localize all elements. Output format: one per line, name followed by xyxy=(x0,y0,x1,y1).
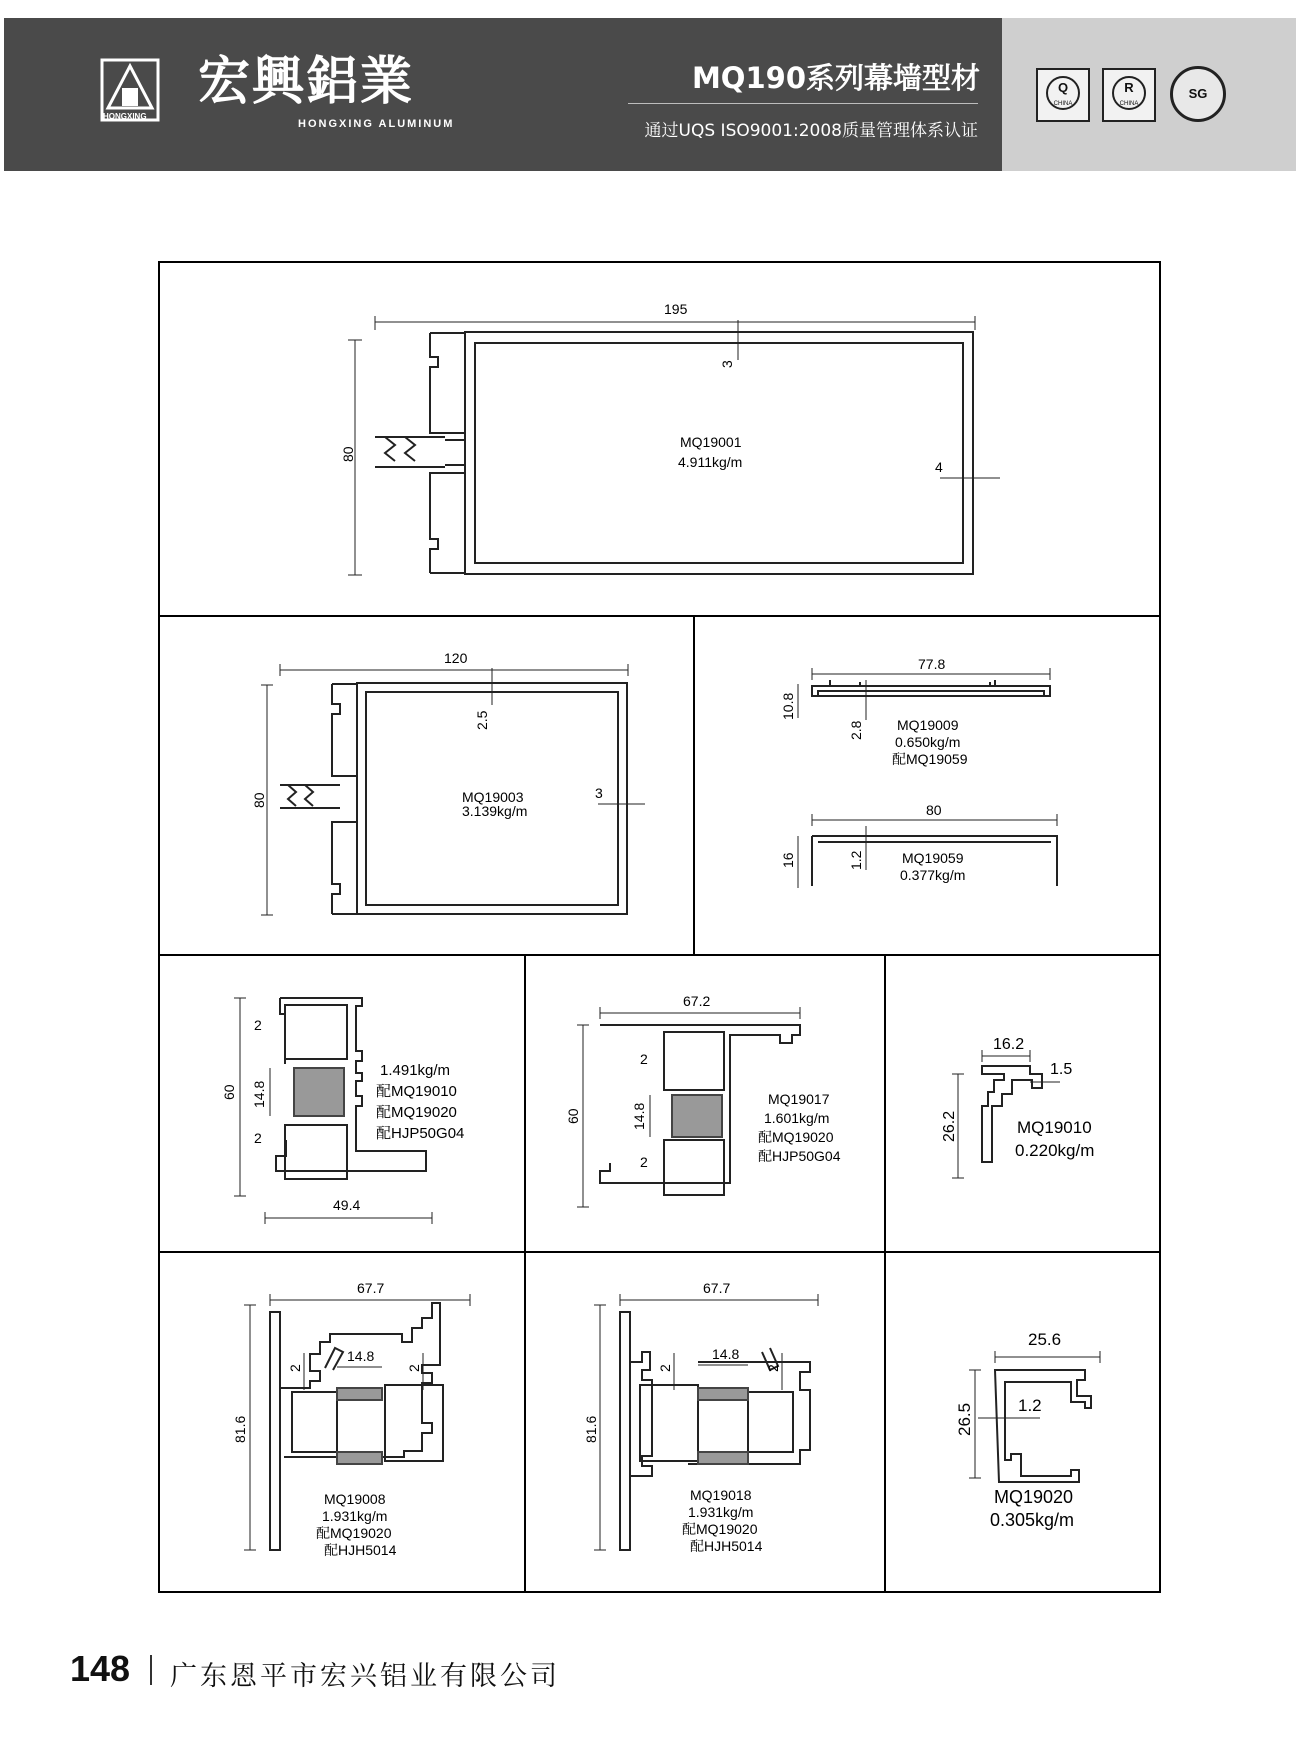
mq19003-width: 120 xyxy=(444,650,468,666)
mq19017-wall-bottom: 2 xyxy=(640,1154,648,1170)
badge-caption: CHINA xyxy=(1119,101,1139,107)
mq19017-code: MQ19017 xyxy=(768,1091,830,1107)
profile-mq19009 xyxy=(812,680,1050,696)
mq19017-insulation: 14.8 xyxy=(631,1102,647,1130)
mq19059-height: 16 xyxy=(780,852,796,868)
mq19001-code: MQ19001 xyxy=(680,434,742,450)
mq19008-wall-right: 2 xyxy=(406,1364,422,1372)
mq19020-width: 25.6 xyxy=(1028,1330,1062,1349)
panel-a-pair-3: 配HJP50G04 xyxy=(376,1125,465,1142)
mq19018-wall-left: 2 xyxy=(657,1364,673,1372)
profile-mq19001 xyxy=(375,332,973,574)
mq19008-code: MQ19008 xyxy=(324,1491,386,1507)
mq19020-wall: 1.2 xyxy=(1018,1396,1042,1415)
panel-a-insulation: 14.8 xyxy=(251,1080,267,1108)
mq19003-side-wall: 3 xyxy=(595,785,603,801)
mq19059-width: 80 xyxy=(926,802,942,818)
mq19010-code: MQ19010 xyxy=(1017,1118,1092,1137)
brand-english: HONGXING ALUMINUM xyxy=(298,118,455,130)
certification-text: 通过UQS ISO9001:2008质量管理体系认证 xyxy=(644,121,978,141)
mq19017-wall-top: 2 xyxy=(640,1051,648,1067)
mq19020-code: MQ19020 xyxy=(994,1487,1074,1507)
mq19018-pair-2: 配HJH5014 xyxy=(690,1538,763,1554)
mq19017-pair-2: 配HJP50G04 xyxy=(758,1148,841,1164)
panel-a-width: 49.4 xyxy=(333,1197,361,1213)
badge-caption: CHINA xyxy=(1053,101,1073,107)
globe-label: SG xyxy=(1188,86,1208,101)
panel-a-pair-2: 配MQ19020 xyxy=(376,1104,457,1121)
panel-a-pair-1: 配MQ19010 xyxy=(376,1083,457,1100)
mq19008-insulation: 14.8 xyxy=(347,1348,375,1364)
mq19001-dimensions xyxy=(348,316,1000,575)
mq19008-weight: 1.931kg/m xyxy=(322,1508,388,1524)
mq19020-weight: 0.305kg/m xyxy=(990,1510,1075,1530)
mq19009-wall: 2.8 xyxy=(848,720,864,740)
mq19001-height: 80 xyxy=(340,446,356,462)
mq19009-dimensions xyxy=(798,668,1050,720)
mq19003-code: MQ19003 xyxy=(462,789,524,805)
mq19059-code: MQ19059 xyxy=(902,850,964,866)
mq19018-weight: 1.931kg/m xyxy=(688,1504,754,1520)
mq19009-code: MQ19009 xyxy=(897,717,959,733)
mq19009-pair: 配MQ19059 xyxy=(892,751,968,767)
mq19020-height: 26.5 xyxy=(955,1402,974,1436)
mq19003-wall: 2.5 xyxy=(474,710,490,730)
mq19003-dimensions xyxy=(261,664,645,915)
mq19001-wall: 3 xyxy=(719,360,735,368)
mq19003-height: 80 xyxy=(251,792,267,808)
mq19008-pair-2: 配HJH5014 xyxy=(324,1542,397,1558)
mq19017-weight: 1.601kg/m xyxy=(764,1110,830,1126)
mq19008-wall-left: 2 xyxy=(287,1364,303,1372)
mq19001-side-wall: 4 xyxy=(935,459,943,475)
company-name: 广东恩平市宏兴铝业有限公司 xyxy=(170,1661,560,1692)
mq19018-height: 81.6 xyxy=(583,1415,599,1443)
mq19017-pair-1: 配MQ19020 xyxy=(758,1129,834,1145)
series-title: MQ190系列幕墙型材 xyxy=(691,61,980,95)
mq19018-width: 67.7 xyxy=(703,1280,731,1296)
mq19009-height: 10.8 xyxy=(780,692,796,720)
mq19010-wall: 1.5 xyxy=(1050,1061,1073,1078)
mq19008-height: 81.6 xyxy=(232,1415,248,1443)
panel-a-height: 60 xyxy=(221,1084,237,1100)
quality-symbol: Q xyxy=(1046,76,1080,110)
mq19009-weight: 0.650kg/m xyxy=(895,734,961,750)
page-number: 148 xyxy=(70,1648,131,1689)
mq19001-width: 195 xyxy=(664,301,688,317)
mq19017-width: 67.2 xyxy=(683,993,711,1009)
registered-symbol: R xyxy=(1112,76,1146,110)
panel-a-wall-bottom: 2 xyxy=(254,1130,262,1146)
brand-name: 宏興鋁業 xyxy=(198,52,415,112)
profile-mq19020 xyxy=(995,1370,1091,1482)
mq19003-weight: 3.139kg/m xyxy=(462,803,528,819)
mq19018-code: MQ19018 xyxy=(690,1487,752,1503)
panel-a-weight: 1.491kg/m xyxy=(380,1062,451,1079)
mq19008-pair-1: 配MQ19020 xyxy=(316,1525,392,1541)
mq19008-width: 67.7 xyxy=(357,1280,385,1296)
profile-mq19003 xyxy=(280,683,627,914)
mq19018-wall-right: 2 xyxy=(765,1364,781,1372)
mq19059-weight: 0.377kg/m xyxy=(900,867,966,883)
mq19010-height: 26.2 xyxy=(941,1110,958,1142)
logo-caption: HONGXING xyxy=(103,112,147,121)
mq19009-width: 77.8 xyxy=(918,656,946,672)
mq19018-insulation: 14.8 xyxy=(712,1346,740,1362)
mq19010-width: 16.2 xyxy=(993,1036,1025,1053)
footer-divider xyxy=(150,1655,152,1685)
mq19018-pair-1: 配MQ19020 xyxy=(682,1521,758,1537)
mq19059-wall: 1.2 xyxy=(848,850,864,870)
panel-a-wall-top: 2 xyxy=(254,1017,262,1033)
mq19001-weight: 4.911kg/m xyxy=(678,454,743,470)
mq19017-height: 60 xyxy=(565,1108,581,1124)
mq19010-weight: 0.220kg/m xyxy=(1015,1141,1095,1160)
